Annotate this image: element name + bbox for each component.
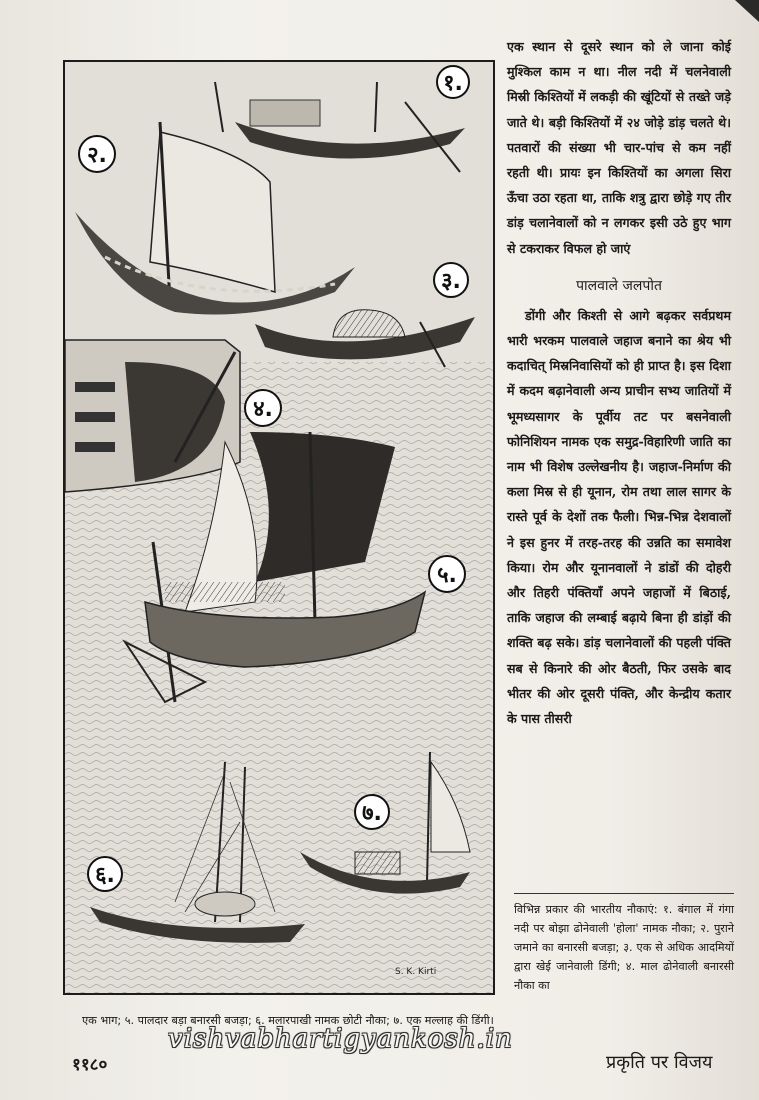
figure-number-1: १. <box>443 71 463 96</box>
text-column <box>507 34 731 731</box>
page-number: ११८० <box>72 1055 108 1075</box>
figure-number-6: ६. <box>95 863 115 888</box>
figure-number-5: ५. <box>437 563 457 588</box>
intro-paragraph: एक स्थान से दूसरे स्थान को ले जाना कोई मुश्किल काम न था। नील नदी में चलनेवाली मिस्री किश्तियों में लकड़ी की खूंटियों से तख्ते जड़े जाते थे। बड़ी किश्तियों में २४ जोड़े डांड़ चलते थे। पतवारों की संख्या भी चार-पांच से कम नहीं रहती थी। प्रायः इन किश्तियों का अगला सिरा ऊँचा उठा रहता था, ताकि शत्रु द्वारा छोड़े गए तीर डांड़ चलानेवालों को न लगकर इसी उठे हुए भाग से टकराकर विफल हो जाएं <box>507 39 731 256</box>
running-head: प्रकृति पर विजय <box>606 1052 713 1073</box>
figure-caption: विभिन्न प्रकार की भारतीय नौकाएं: १. बंगाल में गंगा नदी पर बोझा ढोनेवाली 'होला' नामक नौका; २. पुराने जमाने का बनारसी बजड़ा; ३. एक से अधिक आदमियों द्वारा खेई जानेवाली डिंगी; ४. माल ढोनेवाली बनारसी नौका का <box>514 893 734 995</box>
figure-number-4: ४. <box>253 397 273 422</box>
figure-number-3: ३. <box>441 269 461 294</box>
section-heading: पालवाले जलपोत <box>576 277 662 294</box>
figure-number-2: २. <box>87 143 107 168</box>
page-corner-shadow <box>735 0 759 22</box>
artist-signature: S. K. Kirti <box>395 967 437 977</box>
figure-caption-continued: एक भाग; ५. पालदार बड़ा बनारसी बजड़ा; ६. मलारपाखी नामक छोटी नौका; ७. एक मल्लाह की डिंगी। <box>82 1014 494 1027</box>
figure-number-7: ७. <box>362 801 382 826</box>
boats-drawing <box>65 62 493 993</box>
watermark: vishvabhartigyankosh.in <box>168 1024 513 1054</box>
boat-4 <box>65 340 240 492</box>
section-paragraph: डोंगी और किश्ती से आगे बढ़कर सर्वप्रथम भारी भरकम पालवाले जहाज बनाने का श्रेय भी कदाचित् मिस्रनिवासियों को ही प्राप्त है। इस दिशा में कदम बढ़ानेवाली अन्य प्राचीन सभ्य जातियों में भूमध्यसागर के पूर्वीय तट पर बसनेवाली फोनिशियन नामक एक समुद्र-विहारिणी जाति का नाम भी विशेष उल्लेखनीय है। जहाज-निर्माण की कला मिस्र से ही यूनान, रोम तथा लाल सागर के रास्ते पूर्व के देशों तक फैली। भिन्न-भिन्न देशवालों ने इस हुनर में तरह-तरह की उन्नति का समावेश किया। रोम और यूनानवालों ने डांडों की दोहरी और तिहरी पंक्तियाँ अपने जहाजों में बिठाई, ताकि जहाज की लम्बाई बढ़ाये बिना ही डांड़ों की शक्ति बढ़ सके। डांड़ चलानेवालों की पहली पंक्ति सब से किनारे की ओर बैठती, फिर उसके बाद भीतर की ओर दूसरी पंक्ति, और केन्द्रीय कतार के पास तीसरी <box>507 307 731 727</box>
boats-illustration <box>63 60 495 995</box>
